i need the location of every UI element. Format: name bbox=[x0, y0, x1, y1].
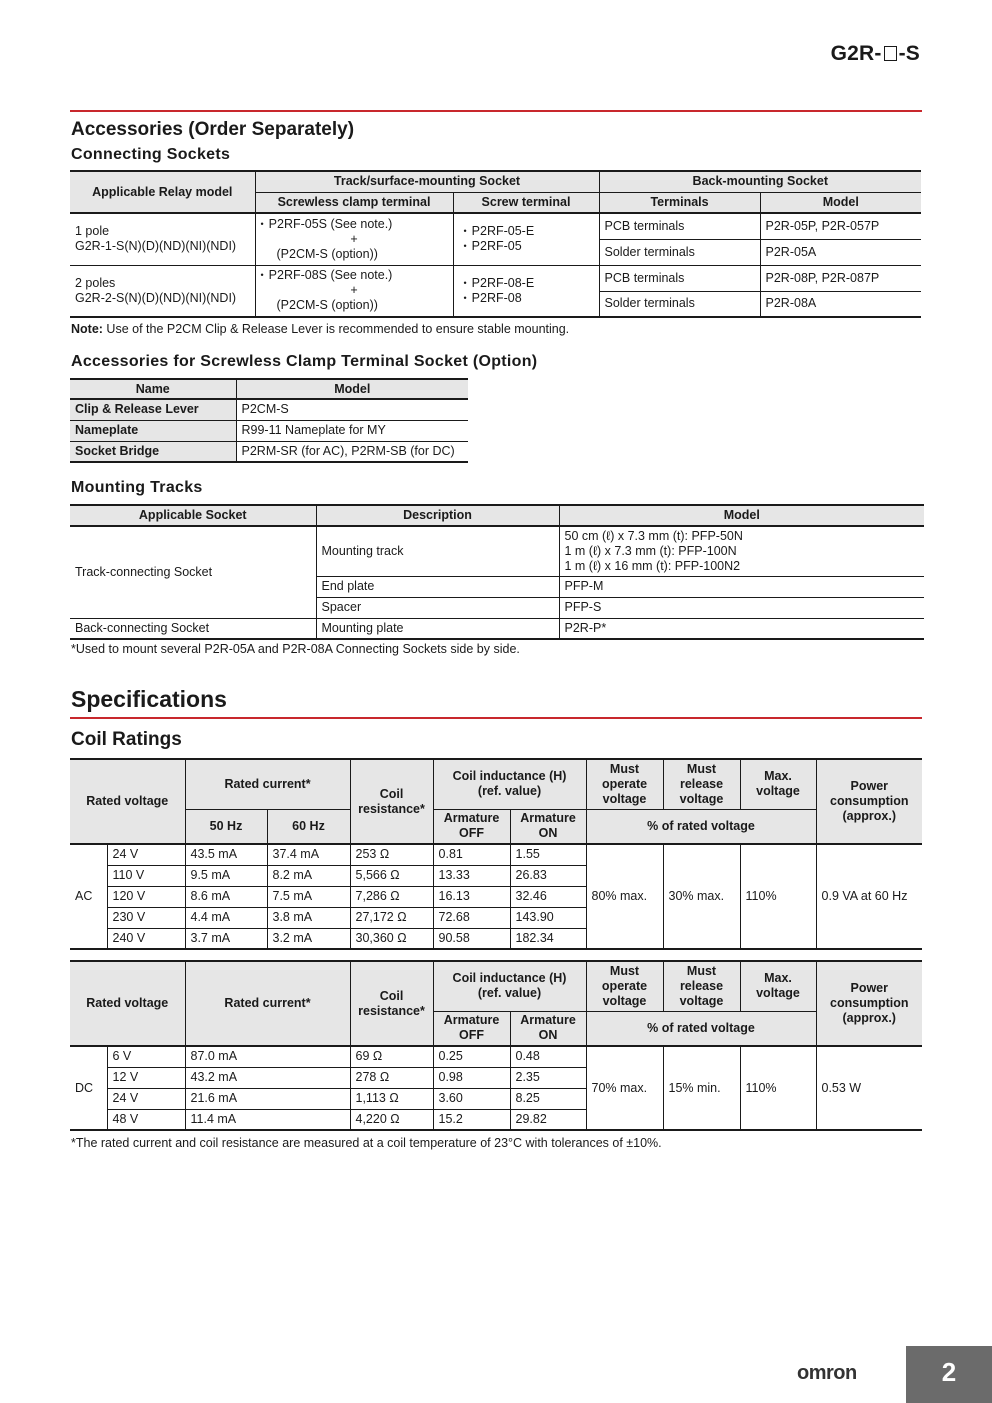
current-50: 43.5 mA bbox=[185, 844, 267, 865]
solder-terminals: Solder terminals bbox=[599, 291, 760, 317]
must-release: 30% max. bbox=[663, 844, 740, 949]
h-armature-off: Armature OFF bbox=[433, 809, 510, 844]
col-model: Model bbox=[559, 505, 924, 526]
spacer: Spacer bbox=[316, 597, 559, 618]
connecting-sockets-title: Connecting Sockets bbox=[71, 146, 231, 163]
resistance: 69 Ω bbox=[350, 1046, 433, 1067]
header-rule bbox=[70, 110, 922, 112]
armature-on: 2.35 bbox=[510, 1067, 586, 1088]
col-screw: Screw terminal bbox=[453, 192, 599, 213]
spec-rule bbox=[70, 717, 922, 719]
voltage: 230 V bbox=[107, 907, 185, 928]
h-60hz: 60 Hz bbox=[267, 809, 350, 844]
coil-ratings-title: Coil Ratings bbox=[71, 729, 182, 750]
pcb-model: P2R-08P, P2R-087P bbox=[760, 265, 921, 291]
accessory-name: Socket Bridge bbox=[70, 441, 236, 462]
model-title: G2R- -S bbox=[830, 42, 920, 65]
end-plate-model: PFP-M bbox=[564, 579, 604, 593]
armature-off: 15.2 bbox=[433, 1109, 510, 1130]
h-rated-voltage: Rated voltage bbox=[70, 961, 185, 1046]
pcb-model: P2R-05P, P2R-057P bbox=[760, 213, 921, 239]
current-50: 4.4 mA bbox=[185, 907, 267, 928]
current: 87.0 mA bbox=[185, 1046, 350, 1067]
group-back-socket: Back-mounting Socket bbox=[599, 171, 921, 192]
table-row: 2 poles G2R-2-S(N)(D)(ND)(NI)(NDI) bbox=[70, 265, 255, 317]
end-plate: End plate bbox=[316, 576, 559, 597]
col-model: Model bbox=[760, 192, 921, 213]
h-must-operate: Must operate voltage bbox=[586, 759, 663, 809]
resistance: 4,220 Ω bbox=[350, 1109, 433, 1130]
h-rated-current: Rated current* bbox=[185, 759, 350, 809]
armature-off: 72.68 bbox=[433, 907, 510, 928]
sockets-note: Note: Use of the P2CM Clip & Release Lever is recommended to ensure stable mounting. bbox=[71, 322, 570, 336]
accessory-model: R99-11 Nameplate for MY bbox=[241, 423, 386, 437]
resistance: 27,172 Ω bbox=[350, 907, 433, 928]
solder-terminals: Solder terminals bbox=[599, 239, 760, 265]
voltage: 240 V bbox=[107, 928, 185, 949]
accessory-name: Nameplate bbox=[70, 420, 236, 441]
tracks-footnote: *Used to mount several P2R-05A and P2R-08A Connecting Sockets side by side. bbox=[71, 642, 520, 656]
group-track-socket: Track/surface-mounting Socket bbox=[255, 171, 599, 192]
armature-on: 29.82 bbox=[510, 1109, 586, 1130]
h-pct-rated: % of rated voltage bbox=[586, 1011, 816, 1046]
armature-on: 143.90 bbox=[510, 907, 586, 928]
h-pct-rated: % of rated voltage bbox=[586, 809, 816, 844]
h-armature-on: Armature ON bbox=[510, 809, 586, 844]
armature-off: 0.98 bbox=[433, 1067, 510, 1088]
mounting-track: Mounting track bbox=[316, 526, 559, 576]
placeholder-box-icon bbox=[884, 46, 897, 61]
mounting-plate-model: P2R-P* bbox=[564, 620, 607, 635]
resistance: 7,286 Ω bbox=[350, 886, 433, 907]
col-socket: Applicable Socket bbox=[70, 505, 316, 526]
specifications-title: Specifications bbox=[71, 686, 227, 712]
resistance: 1,113 Ω bbox=[350, 1088, 433, 1109]
coil-footnote: *The rated current and coil resistance are measured at a coil temperature of 23°C with tolerances of ±10%. bbox=[71, 1136, 662, 1150]
current-60: 3.8 mA bbox=[267, 907, 350, 928]
h-coil-resistance: Coil resistance* bbox=[350, 961, 433, 1046]
mounting-plate: Mounting plate bbox=[316, 618, 559, 639]
armature-off: 13.33 bbox=[433, 865, 510, 886]
solder-model: P2R-05A bbox=[760, 239, 921, 265]
must-operate: 80% max. bbox=[586, 844, 663, 949]
armature-on: 182.34 bbox=[510, 928, 586, 949]
armature-off: 0.81 bbox=[433, 844, 510, 865]
armature-off: 3.60 bbox=[433, 1088, 510, 1109]
voltage: 24 V bbox=[107, 1088, 185, 1109]
mounting-tracks-title: Mounting Tracks bbox=[71, 479, 203, 496]
armature-on: 32.46 bbox=[510, 886, 586, 907]
h-power-consumption: Power consumption (approx.) bbox=[816, 759, 922, 844]
solder-model: P2R-08A bbox=[765, 296, 817, 311]
ac-label: AC bbox=[70, 844, 107, 949]
accessory-model: P2CM-S bbox=[241, 402, 289, 417]
spacer-model: PFP-S bbox=[564, 600, 602, 614]
armature-off: 16.13 bbox=[433, 886, 510, 907]
dc-label: DC bbox=[70, 1046, 107, 1130]
voltage: 24 V bbox=[107, 844, 185, 865]
mounting-tracks-table bbox=[70, 504, 924, 640]
armature-on: 8.25 bbox=[510, 1088, 586, 1109]
current-50: 8.6 mA bbox=[185, 886, 267, 907]
current-60: 8.2 mA bbox=[267, 865, 350, 886]
must-operate: 70% max. bbox=[586, 1046, 663, 1130]
screw-cell: • P2RF-05-E • P2RF-05 bbox=[453, 213, 599, 265]
resistance: 253 Ω bbox=[350, 844, 433, 865]
screwless-cell: • P2RF-08S (See note.) + (P2CM-S (option)) bbox=[255, 265, 453, 317]
armature-off: 90.58 bbox=[433, 928, 510, 949]
screwless-accessories-table bbox=[70, 378, 468, 463]
h-coil-resistance: Coil resistance* bbox=[350, 759, 433, 844]
pcb-terminals: PCB terminals bbox=[599, 213, 760, 239]
armature-off: 0.25 bbox=[433, 1046, 510, 1067]
resistance: 278 Ω bbox=[350, 1067, 433, 1088]
current-50: 9.5 mA bbox=[185, 865, 267, 886]
h-power-consumption: Power consumption (approx.) bbox=[816, 961, 922, 1046]
col-screwless: Screwless clamp terminal bbox=[255, 192, 453, 213]
power: 0.9 VA at 60 Hz bbox=[816, 844, 922, 949]
h-coil-inductance: Coil inductance (H) (ref. value) bbox=[433, 961, 586, 1011]
must-release: 15% min. bbox=[663, 1046, 740, 1130]
voltage: 12 V bbox=[107, 1067, 185, 1088]
armature-on: 1.55 bbox=[510, 844, 586, 865]
h-armature-on: Armature ON bbox=[510, 1011, 586, 1046]
voltage: 110 V bbox=[107, 865, 185, 886]
h-max-voltage: Max. voltage bbox=[740, 759, 816, 809]
h-coil-inductance: Coil inductance (H) (ref. value) bbox=[433, 759, 586, 809]
resistance: 30,360 Ω bbox=[350, 928, 433, 949]
col-description: Description bbox=[316, 505, 559, 526]
current-60: 3.2 mA bbox=[267, 928, 350, 949]
current: 43.2 mA bbox=[185, 1067, 350, 1088]
h-rated-current: Rated current* bbox=[185, 961, 350, 1046]
accessory-model: P2RM-SR (for AC), P2RM-SB (for DC) bbox=[241, 443, 455, 458]
col-name: Name bbox=[70, 379, 236, 399]
h-rated-voltage: Rated voltage bbox=[70, 759, 185, 844]
coil-ratings-dc-table bbox=[70, 960, 922, 1131]
accessories-title: Accessories (Order Separately) bbox=[71, 119, 355, 140]
screwless-accessories-title: Accessories for Screwless Clamp Terminal Socket (Option) bbox=[71, 353, 538, 370]
h-must-operate: Must operate voltage bbox=[586, 961, 663, 1011]
coil-ratings-ac-table bbox=[70, 758, 922, 950]
col-terminals: Terminals bbox=[599, 192, 760, 213]
resistance: 5,566 Ω bbox=[350, 865, 433, 886]
armature-on: 26.83 bbox=[510, 865, 586, 886]
current: 11.4 mA bbox=[185, 1109, 350, 1130]
table-row: 1 pole G2R-1-S(N)(D)(ND)(NI)(NDI) bbox=[70, 213, 255, 265]
back-socket: Back-connecting Socket bbox=[70, 618, 316, 639]
col-relay-model: Applicable Relay model bbox=[70, 171, 255, 213]
current-50: 3.7 mA bbox=[185, 928, 267, 949]
connecting-sockets-table bbox=[70, 170, 921, 318]
power: 0.53 W bbox=[816, 1046, 922, 1130]
voltage: 120 V bbox=[107, 886, 185, 907]
armature-on: 0.48 bbox=[510, 1046, 586, 1067]
h-armature-off: Armature OFF bbox=[433, 1011, 510, 1046]
pcb-terminals: PCB terminals bbox=[599, 265, 760, 291]
current: 21.6 mA bbox=[185, 1088, 350, 1109]
screw-cell: • P2RF-08-E • P2RF-08 bbox=[453, 265, 599, 317]
screwless-cell: • P2RF-05S (See note.) + (P2CM-S (option)) bbox=[255, 213, 453, 265]
h-50hz: 50 Hz bbox=[185, 809, 267, 844]
h-must-release: Must release voltage bbox=[663, 961, 740, 1011]
h-max-voltage: Max. voltage bbox=[740, 961, 816, 1011]
h-must-release: Must release voltage bbox=[663, 759, 740, 809]
voltage: 6 V bbox=[107, 1046, 185, 1067]
track-socket: Track-connecting Socket bbox=[70, 526, 316, 618]
voltage: 48 V bbox=[107, 1109, 185, 1130]
page-number: 2 bbox=[906, 1346, 992, 1403]
current-60: 37.4 mA bbox=[267, 844, 350, 865]
col-model: Model bbox=[236, 379, 468, 399]
max-voltage: 110% bbox=[740, 1046, 816, 1130]
accessory-name: Clip & Release Lever bbox=[70, 399, 236, 420]
omron-logo: omron bbox=[797, 1362, 857, 1384]
track-models: 50 cm (ℓ) x 7.3 mm (t): PFP-50N 1 m (ℓ) x 7.3 mm (t): PFP-100N 1 m (ℓ) x 16 mm (t): PFP-100N2 bbox=[564, 528, 743, 573]
current-60: 7.5 mA bbox=[267, 886, 350, 907]
max-voltage: 110% bbox=[740, 844, 816, 949]
